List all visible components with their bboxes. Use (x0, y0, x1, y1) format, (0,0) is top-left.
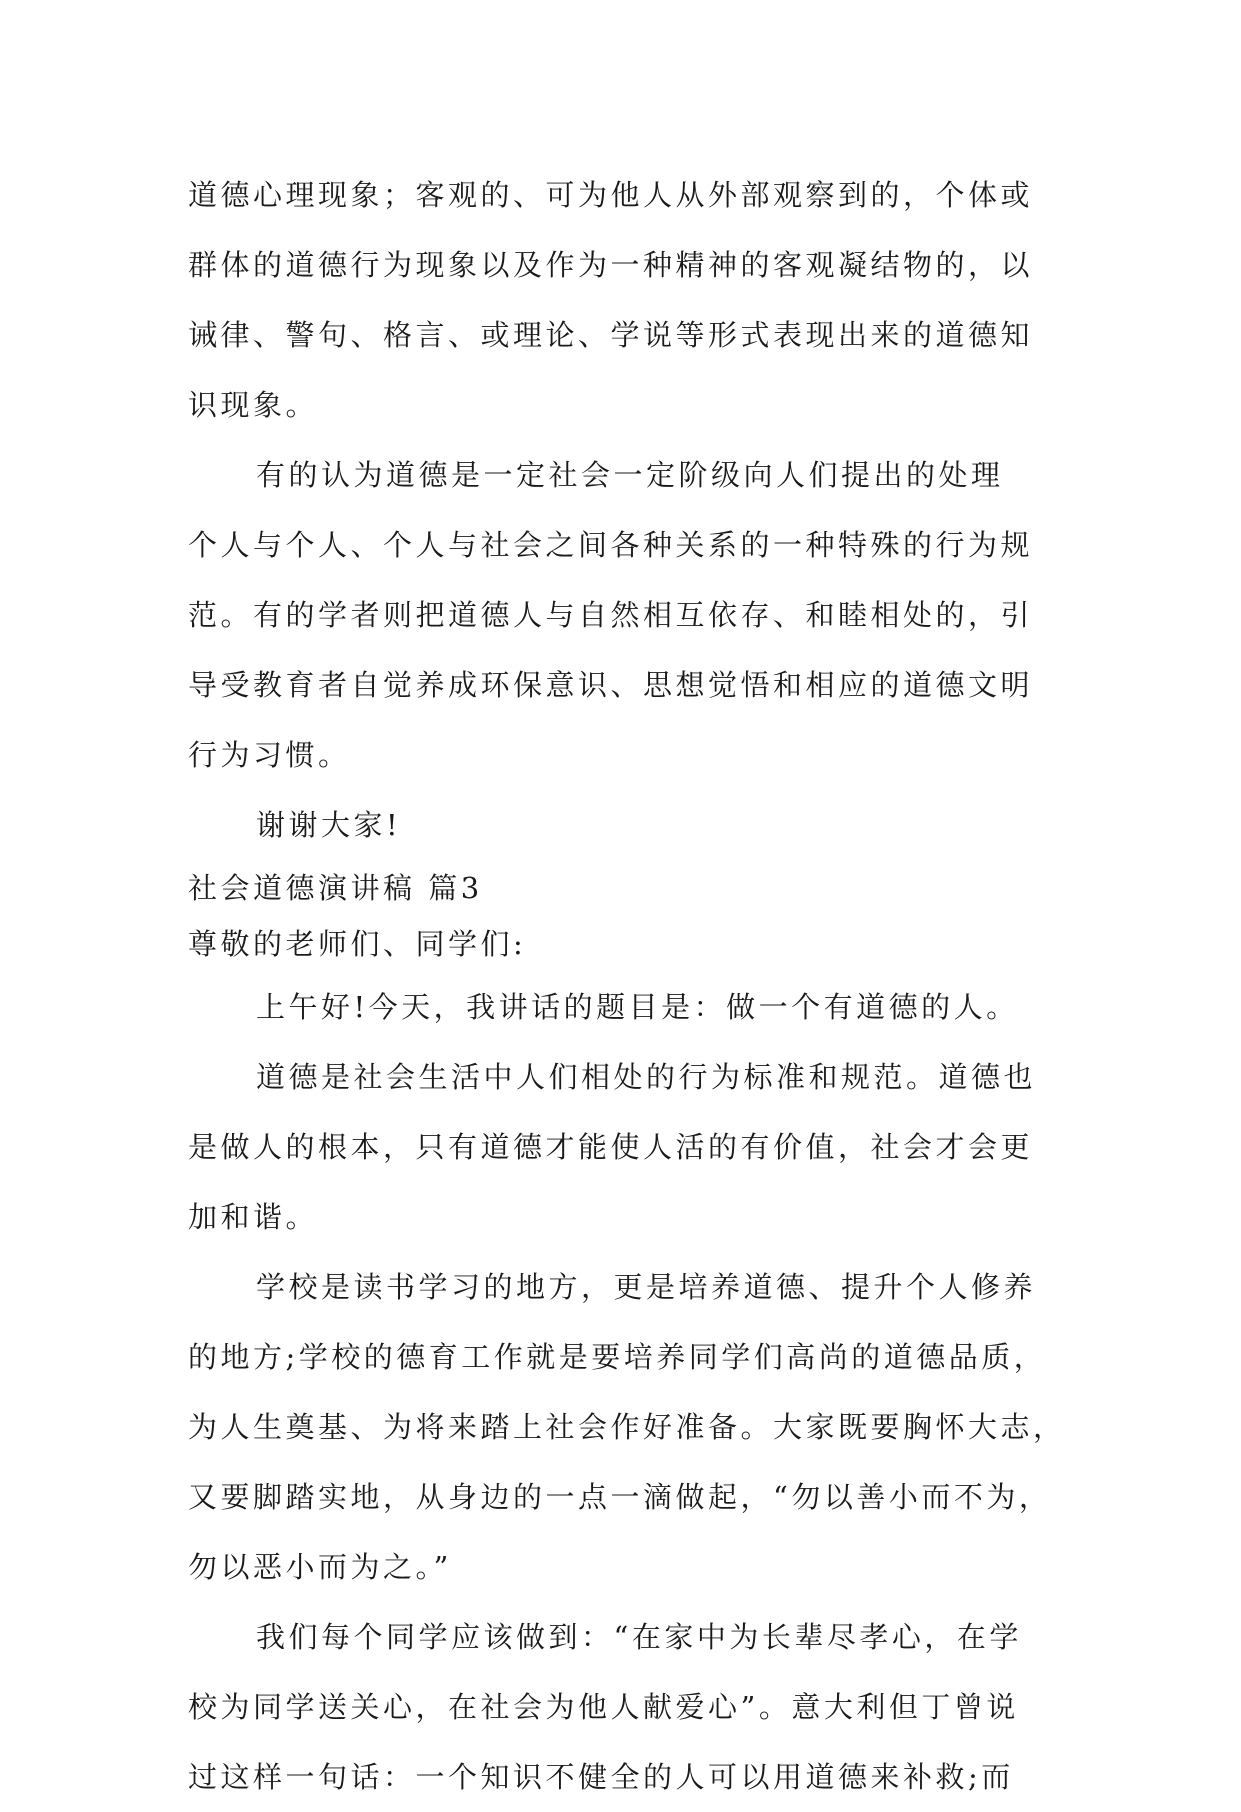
text-line: 导受教育者自觉养成环保意识、思想觉悟和相应的道德文明 (188, 668, 1034, 702)
text-line: 道德心理现象；客观的、可为他人从外部观察到的，个体或 (188, 178, 1034, 212)
paragraph-first-line: 我们每个同学应该做到：“在家中为长辈尽孝心，在学 (256, 1620, 1022, 1654)
paragraph-first-line: 有的认为道德是一定社会一定阶级向人们提出的处理 (256, 458, 1004, 492)
text-line: 校为同学送关心，在社会为他人献爱心”。意大利但丁曾说 (188, 1690, 1019, 1724)
text-line: 群体的道德行为现象以及作为一种精神的客观凝结物的，以 (188, 248, 1034, 282)
text-line: 又要脚踏实地，从身边的一点一滴做起，“勿以善小而不为， (188, 1480, 1052, 1514)
paragraph-first-line: 道德是社会生活中人们相处的行为标准和规范。道德也 (256, 1060, 1037, 1094)
paragraph-first-line: 学校是读书学习的地方，更是培养道德、提升个人修养 (256, 1270, 1037, 1304)
text-line: 范。有的学者则把道德人与自然相互依存、和睦相处的，引 (188, 598, 1034, 632)
text-line: 为人生奠基、为将来踏上社会作好准备。大家既要胸怀大志， (188, 1410, 1066, 1444)
paragraph-first-line: 上午好!今天，我讲话的题目是：做一个有道德的人。 (256, 990, 1019, 1024)
text-line: 识现象。 (188, 388, 319, 422)
section-heading: 社会道德演讲稿 篇3 (188, 871, 483, 905)
text-line: 是做人的根本，只有道德才能使人活的有价值，社会才会更 (188, 1130, 1034, 1164)
text-line: 诫律、警句、格言、或理论、学说等形式表现出来的道德知 (188, 318, 1034, 352)
text-line: 勿以恶小而为之。” (188, 1550, 452, 1584)
text-line: 行为习惯。 (188, 738, 351, 772)
salutation: 尊敬的老师们、同学们: (188, 927, 527, 961)
text-line: 的地方;学校的德育工作就是要培养同学们高尚的道德品质， (188, 1340, 1047, 1374)
closing-line: 谢谢大家! (256, 808, 402, 842)
text-line: 个人与个人、个人与社会之间各种关系的一种特殊的行为规 (188, 528, 1034, 562)
text-line: 加和谐。 (188, 1200, 319, 1234)
document-body (188, 160, 1066, 1812)
text-line: 过这样一句话：一个知识不健全的人可以用道德来补救;而 (188, 1760, 1014, 1794)
